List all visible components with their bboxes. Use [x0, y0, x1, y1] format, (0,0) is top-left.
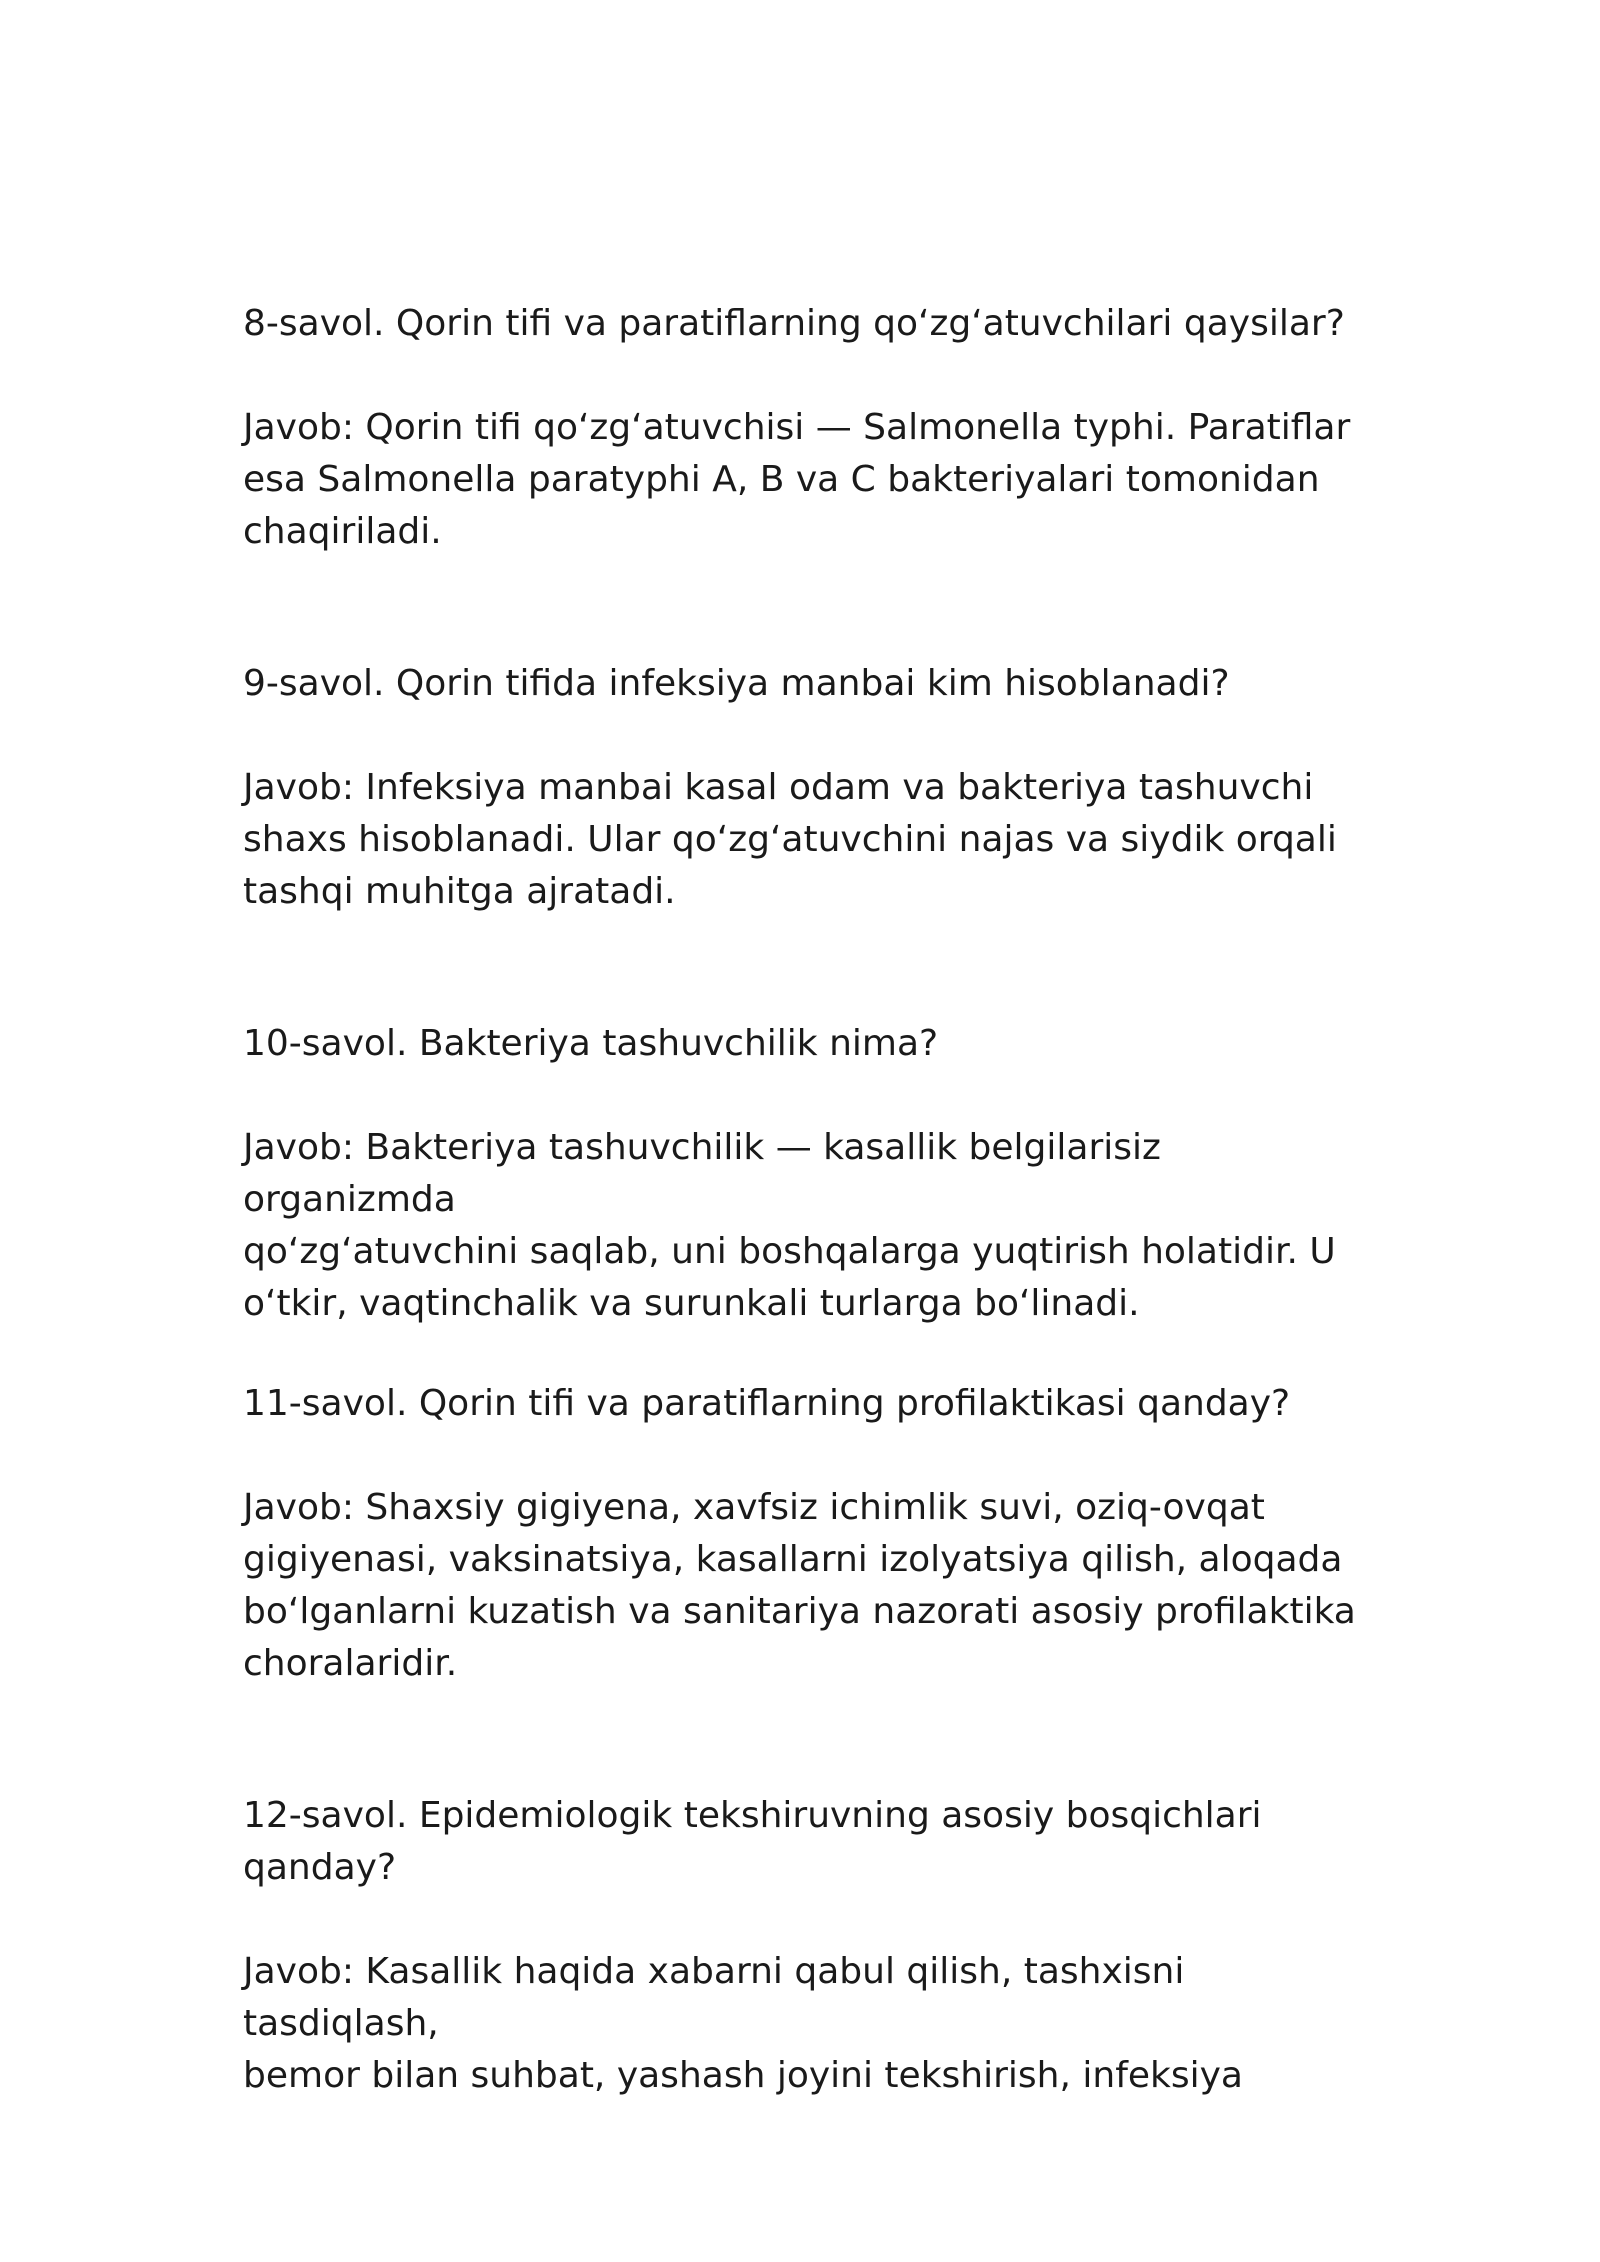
answer-8: Javob: Qorin tifi qoʻzgʻatuvchisi — Salmonella typhi. Paratiflar esa Salmonella paratyphi A, B va C bakteriyalari tomonidan chaqiriladi. [243, 407, 1351, 552]
answer-12: Javob: Kasallik haqida xabarni qabul qilish, tashxisni tasdiqlash, bemor bilan suhbat, yashash joyini tekshirish, infeksiya [243, 1951, 1243, 2096]
question-10: 10-savol. Bakteriya tashuvchilik nima? [243, 1023, 939, 1064]
answer-9: Javob: Infeksiya manbai kasal odam va bakteriya tashuvchi shaxs hisoblanadi. Ular qoʻzgʻatuvchini najas va siydik orqali tashqi muhitga ajratadi. [243, 767, 1337, 912]
qa-block-11 [243, 1378, 1383, 1790]
qa-block-9 [243, 658, 1383, 1018]
qa-block-12 [243, 1790, 1383, 2096]
question-8: 8-savol. Qorin tifi va paratiflarning qoʻzgʻatuvchilari qaysilar? [243, 303, 1345, 344]
question-12: 12-savol. Epidemiologik tekshiruvning asosiy bosqichlari qanday? [243, 1795, 1262, 1888]
qa-block-8 [243, 298, 1383, 658]
answer-10: Javob: Bakteriya tashuvchilik — kasallik belgilarisiz organizmda qoʻzgʻatuvchini saqlab, uni boshqalarga yuqtirish holatidir. U oʻtkir, vaqtinchalik va surunkali turlarga boʻlinadi. [243, 1127, 1336, 1324]
question-11: 11-savol. Qorin tifi va paratiflarning profilaktikasi qanday? [243, 1383, 1291, 1424]
answer-11: Javob: Shaxsiy gigiyena, xavfsiz ichimlik suvi, oziq-ovqat gigiyenasi, vaksinatsiya, kasallarni izolyatsiya qilish, aloqada boʻlganlarni kuzatish va sanitariya nazorati asosiy profilaktika choralaridir. [243, 1487, 1356, 1684]
document-page [243, 298, 1383, 2096]
question-9: 9-savol. Qorin tifida infeksiya manbai kim hisoblanadi? [243, 663, 1230, 704]
qa-block-10 [243, 1018, 1383, 1378]
